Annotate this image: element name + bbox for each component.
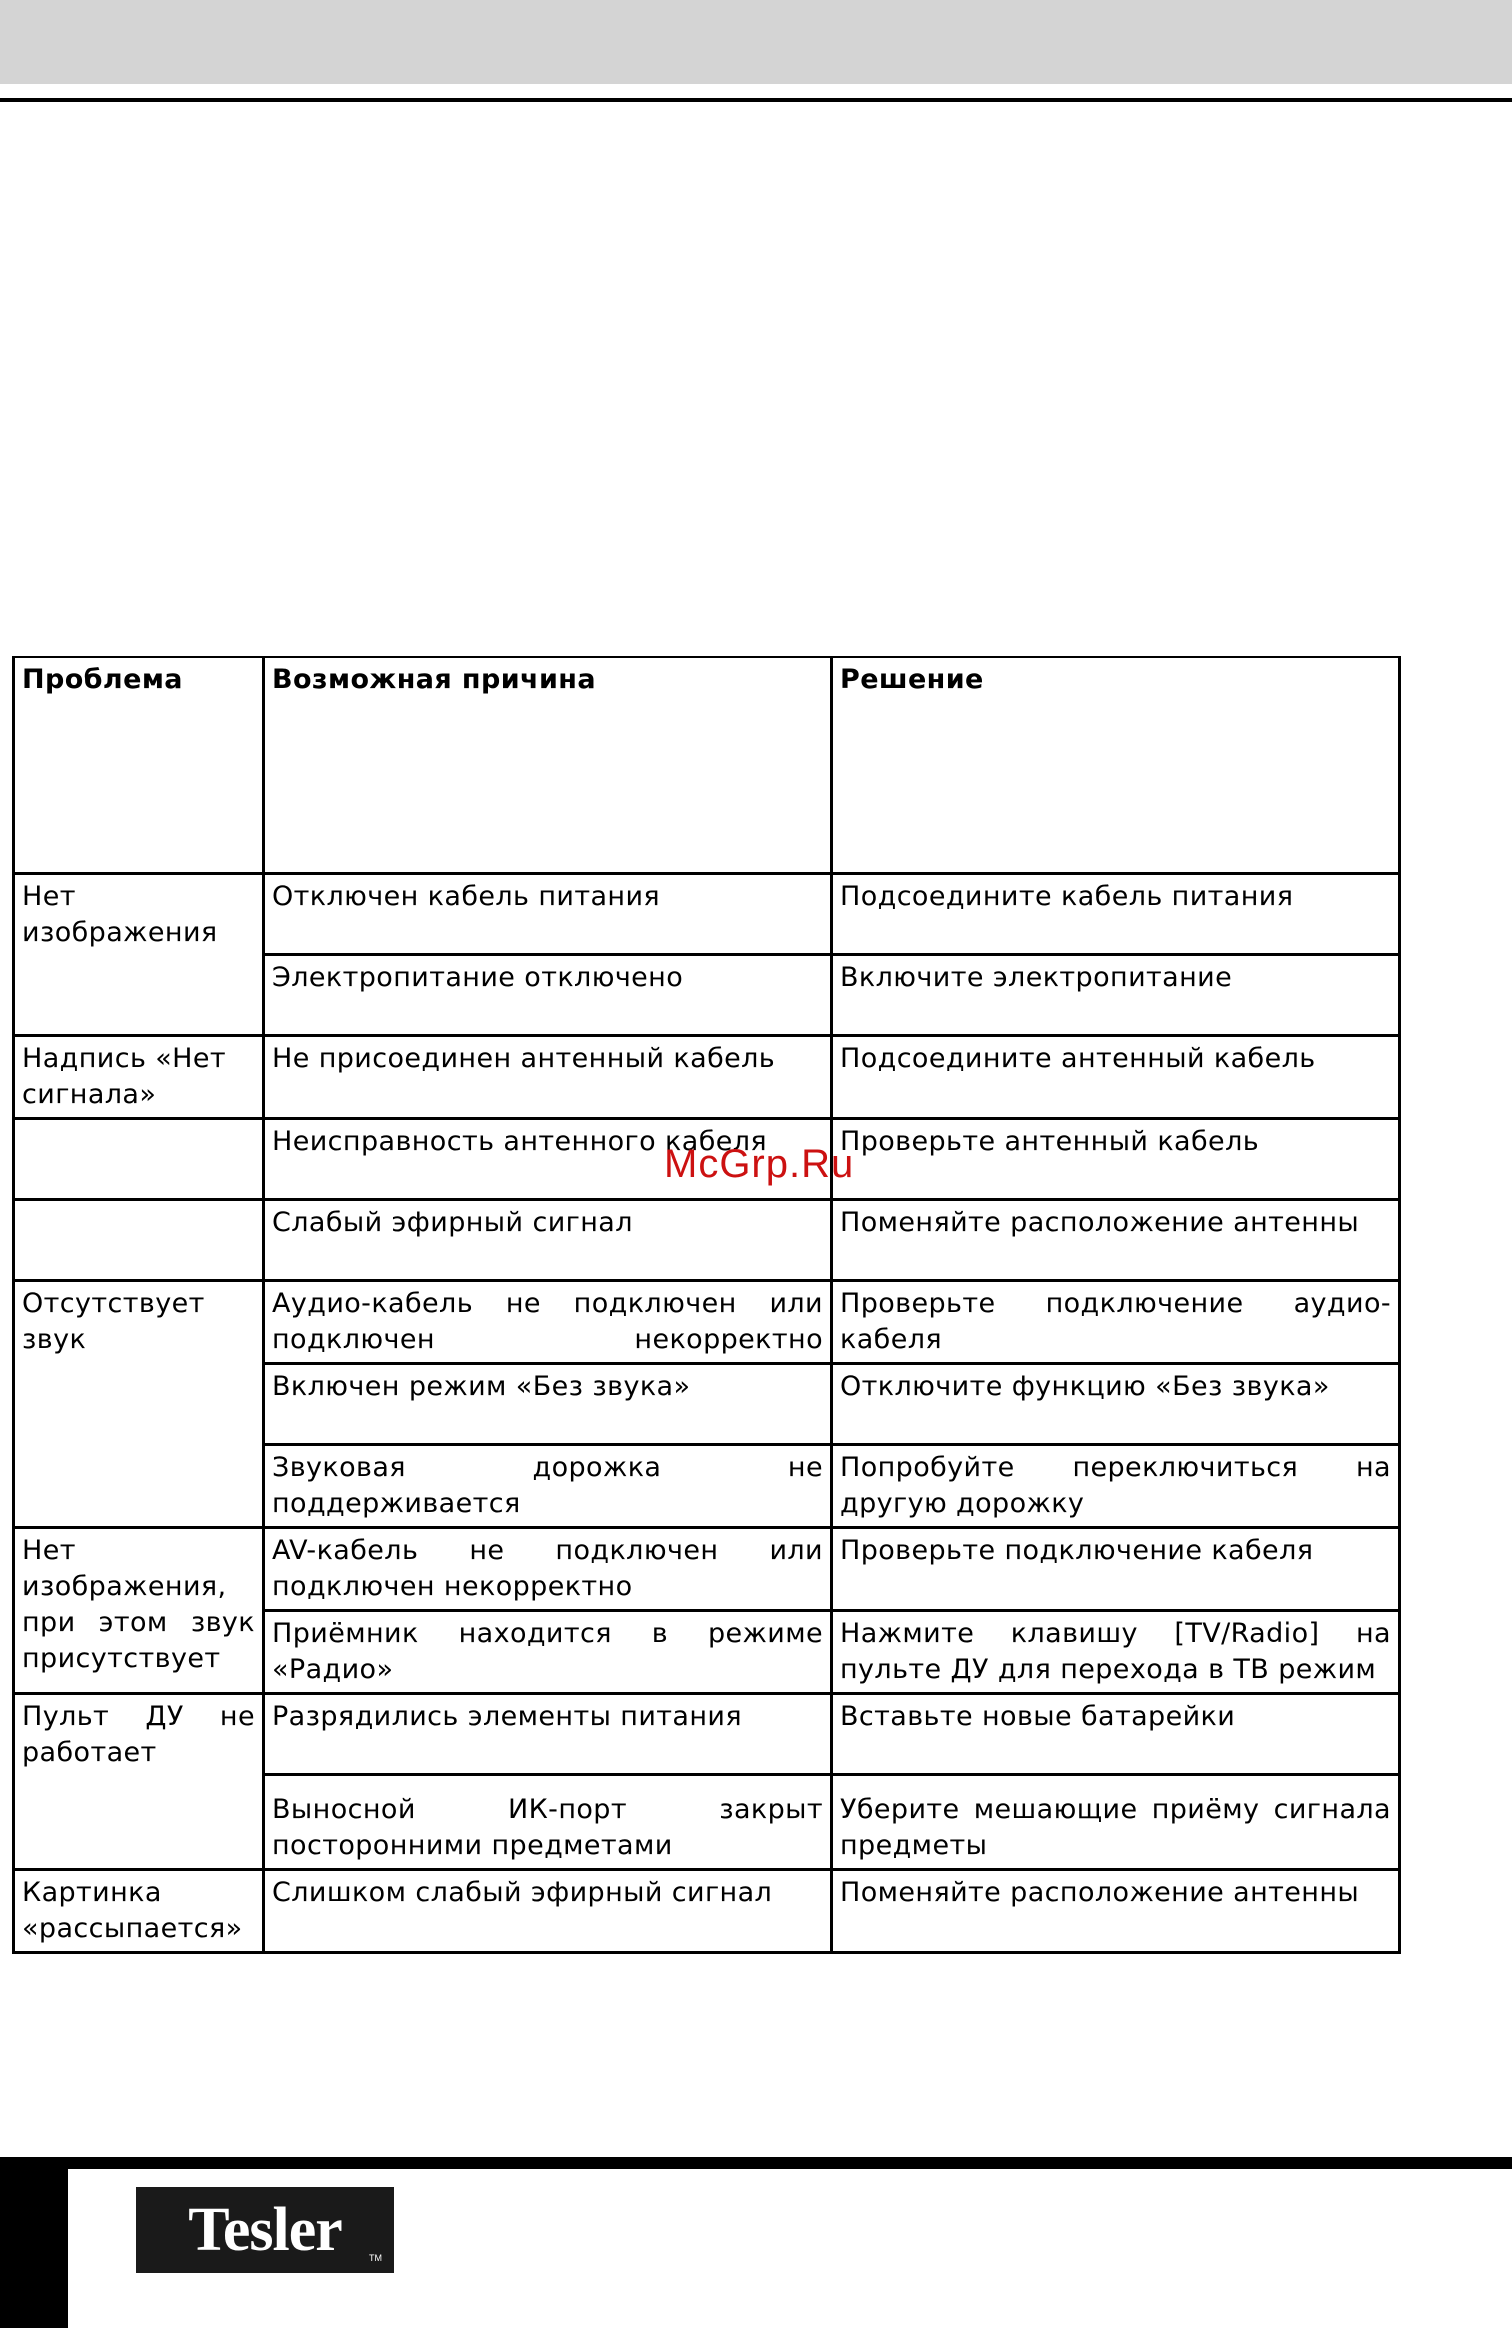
solution-cell: Нажмите клавишу [TV/Radio] на пульте ДУ для перехода в ТВ режим (832, 1610, 1400, 1693)
header-rule (0, 98, 1512, 102)
table-header-row (14, 657, 1400, 873)
cause-cell: Не присоединен антенный кабель (264, 1035, 832, 1118)
solution-cell: Уберите мешающие приёму сигнала предметы (832, 1774, 1400, 1869)
problem-cell: Отсутствует звук (14, 1280, 264, 1527)
footer-rule (0, 2157, 1512, 2169)
cause-cell: Звуковая дорожка не поддерживается (264, 1444, 832, 1527)
table-row (14, 873, 1400, 954)
cause-cell: AV-кабель не подключен или подключен некорректно (264, 1527, 832, 1610)
header-band (0, 0, 1512, 84)
cause-cell: Электропитание отключено (264, 954, 832, 1035)
solution-cell: Проверьте подключение кабеля (832, 1527, 1400, 1610)
header-solution: Решение (832, 657, 1400, 873)
table-row (14, 1199, 1400, 1280)
solution-cell: Включите электропитание (832, 954, 1400, 1035)
problem-cell-empty (14, 1118, 264, 1199)
header-problem: Проблема (14, 657, 264, 873)
problem-cell: Нет изображения, при этом звук присутствует (14, 1527, 264, 1693)
table-row (14, 1869, 1400, 1952)
cause-cell: Слишком слабый эфирный сигнал (264, 1869, 832, 1952)
solution-cell: Вставьте новые батарейки (832, 1693, 1400, 1774)
solution-cell: Подсоедините антенный кабель (832, 1035, 1400, 1118)
table-row (14, 1693, 1400, 1774)
cause-cell: Выносной ИК-порт закрыт посторонними предметами (264, 1774, 832, 1869)
solution-cell: Проверьте подключение аудио-кабеля (832, 1280, 1400, 1363)
solution-cell: Подсоедините кабель питания (832, 873, 1400, 954)
tesler-logo (136, 2187, 394, 2273)
logo-text: Tesler (188, 2195, 342, 2264)
table-row (14, 1035, 1400, 1118)
solution-cell: Попробуйте переключиться на другую дорожку (832, 1444, 1400, 1527)
table-row (14, 1527, 1400, 1610)
troubleshooting-table (12, 656, 1401, 1954)
watermark-text: McGrp.Ru (664, 1142, 855, 1186)
table-row (14, 1280, 1400, 1363)
cause-cell: Аудио-кабель не подключен или подключен некорректно (264, 1280, 832, 1363)
solution-cell: Проверьте антенный кабель (832, 1118, 1400, 1199)
cause-cell: Разрядились элементы питания (264, 1693, 832, 1774)
problem-cell: Картинка «рассыпается» (14, 1869, 264, 1952)
problem-cell: Надпись «Нет сигнала» (14, 1035, 264, 1118)
logo-trademark: TM (369, 2253, 382, 2263)
solution-cell: Отключите функцию «Без звука» (832, 1363, 1400, 1444)
header-cause: Возможная причина (264, 657, 832, 873)
cause-cell: Слабый эфирный сигнал (264, 1199, 832, 1280)
problem-cell-empty (14, 1199, 264, 1280)
footer-side-bar (0, 2157, 68, 2328)
problem-cell: Нет изображения (14, 873, 264, 1035)
cause-cell: Приёмник находится в режиме «Радио» (264, 1610, 832, 1693)
solution-cell: Поменяйте расположение антенны (832, 1869, 1400, 1952)
cause-cell: Отключен кабель питания (264, 873, 832, 954)
cause-cell: Включен режим «Без звука» (264, 1363, 832, 1444)
problem-cell: Пульт ДУ не работает (14, 1693, 264, 1869)
solution-cell: Поменяйте расположение антенны (832, 1199, 1400, 1280)
cause-cell: Неисправность антенного кабеля (264, 1118, 832, 1199)
